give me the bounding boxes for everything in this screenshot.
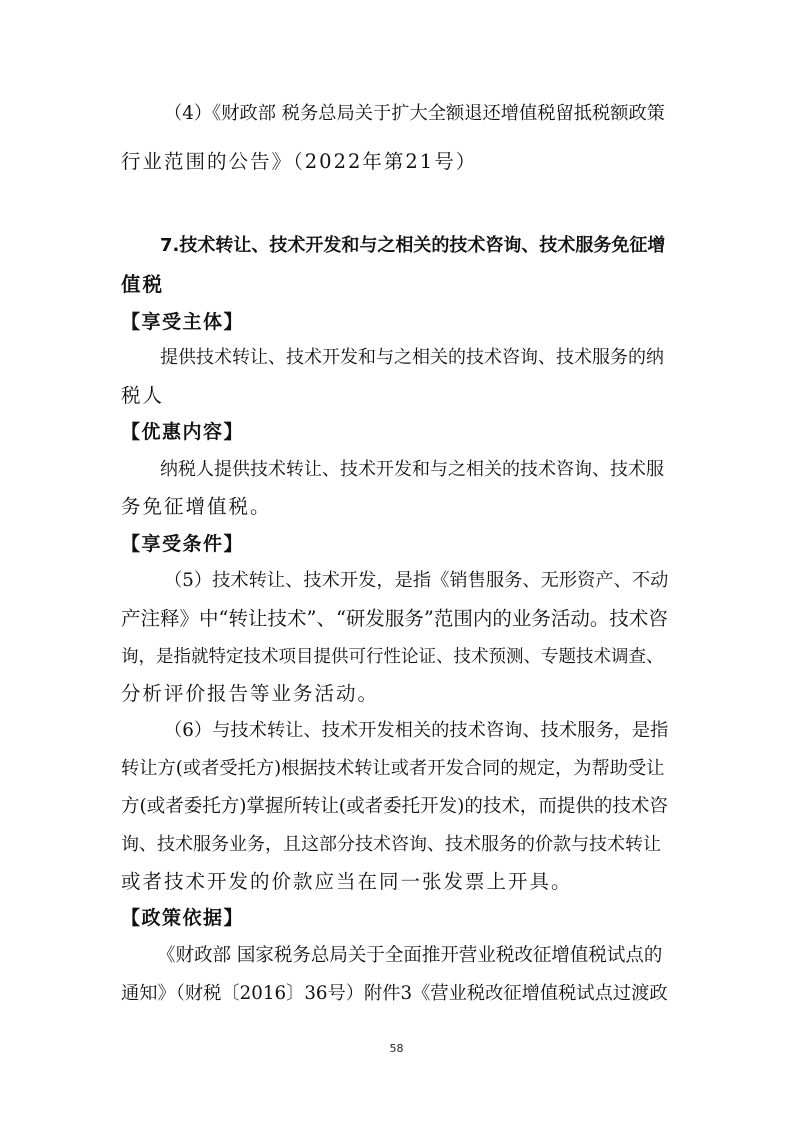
content-heading: 【优惠内容】 bbox=[121, 421, 245, 443]
intro-line-2: 行业范围的公告》（2022年第21号） bbox=[121, 150, 478, 173]
condition-5-line-1: （5）技术转让、技术开发，是指《销售服务、无形资产、不动 bbox=[164, 570, 669, 591]
conditions-heading: 【享受条件】 bbox=[121, 533, 245, 555]
condition-5-line-3: 询，是指就特定技术项目提供可行性论证、技术预测、专题技术调查、 bbox=[121, 647, 664, 667]
beneficiary-heading: 【享受主体】 bbox=[121, 311, 245, 333]
condition-6-line-2: 转让方(或者受托方)根据技术转让或者开发合同的规定，为帮助受让 bbox=[121, 758, 665, 779]
basis-line-2: 通知》（财税〔2016〕36号）附件3《营业税改征增值税试点过渡政 bbox=[121, 983, 668, 1004]
condition-5-line-2: 产注释》中“转让技术”、“研发服务”范围内的业务活动。技术咨 bbox=[121, 607, 668, 630]
beneficiary-line-1: 提供技术转让、技术开发和与之相关的技术咨询、技术服务的纳 bbox=[160, 347, 664, 368]
page-number: 58 bbox=[389, 1042, 404, 1055]
content-line-2: 务免征增值税。 bbox=[121, 495, 272, 518]
basis-line-1: 《财政部 国家税务总局关于全面推开营业税改征增值税试点的 bbox=[157, 945, 663, 966]
condition-6-line-3: 方(或者委托方)掌握所转让(或者委托开发)的技术，而提供的技术咨 bbox=[121, 796, 668, 817]
condition-6-line-5: 或者技术开发的价款应当在同一张发票上开具。 bbox=[121, 870, 573, 893]
condition-5-line-4: 分析评价报告等业务活动。 bbox=[121, 682, 380, 705]
condition-6-line-1: （6）与技术转让、技术开发相关的技术咨询、技术服务，是指 bbox=[164, 720, 669, 741]
content-line-1: 纳税人提供技术转让、技术开发和与之相关的技术咨询、技术服 bbox=[160, 459, 664, 480]
beneficiary-line-2: 税人 bbox=[121, 384, 165, 407]
section-title-line-1: 7.技术转让、技术开发和与之相关的技术咨询、技术服务免征增 bbox=[160, 235, 666, 256]
intro-line-1: （4）《财政部 税务总局关于扩大全额退还增值税留抵税额政策 bbox=[164, 103, 666, 124]
section-title-line-2: 值税 bbox=[121, 273, 165, 296]
condition-6-line-4: 询、技术服务业务，且这部分技术咨询、技术服务的价款与技术转让 bbox=[121, 834, 661, 855]
basis-heading: 【政策依据】 bbox=[121, 907, 245, 929]
